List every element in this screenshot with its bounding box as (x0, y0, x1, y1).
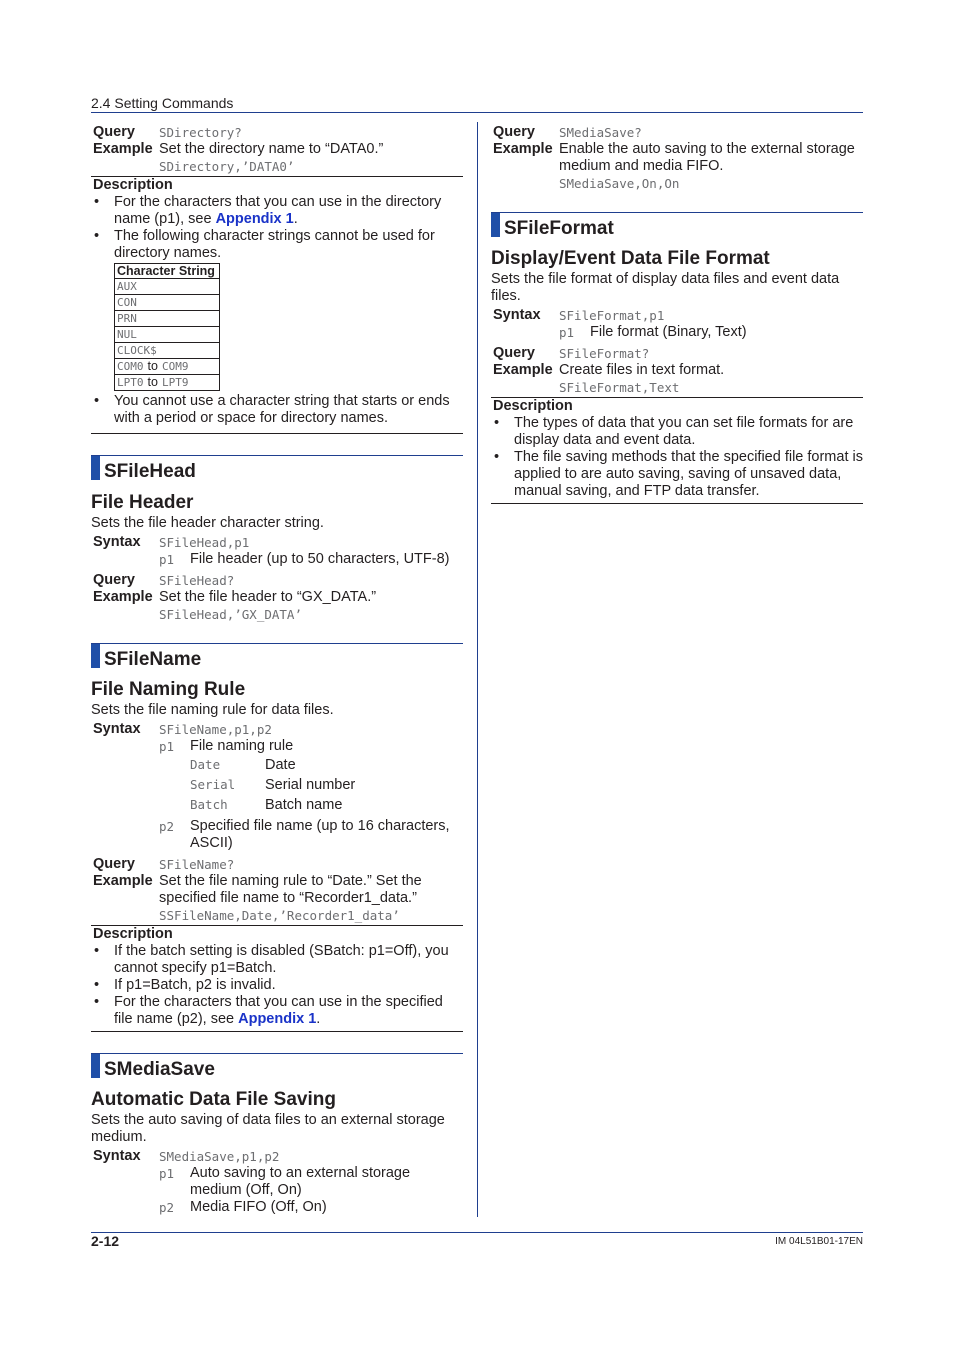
footer-rule (91, 1232, 863, 1233)
table-cell: COM9 (162, 360, 189, 373)
list-item: • You cannot use a character string that starts or ends with a period or space for directory names. (91, 393, 463, 427)
command-name: SFileName (104, 649, 202, 670)
query-label: Query (93, 856, 135, 872)
appendix-link[interactable]: Appendix 1 (215, 211, 294, 227)
option-text: Serial number (265, 777, 356, 793)
smediasave-tail (491, 124, 863, 192)
example-label: Example (93, 589, 153, 605)
syntax-label: Syntax (93, 534, 141, 550)
param-key: p2 (159, 819, 175, 834)
query-label: Query (93, 572, 135, 588)
table-cell: to (147, 375, 158, 389)
intro-text: Sets the file naming rule for data files. (91, 702, 334, 718)
sfileformat-section (491, 212, 863, 504)
table-header: Character String (115, 264, 220, 279)
example-text: Set the file naming rule to “Date.” Set the specified file name to “Recorder1_data.” (159, 873, 422, 906)
syntax-code: SFileFormat,p1 (559, 308, 665, 323)
list-item: • The file saving methods that the specified file format is applied to are auto saving, saving of unsaved data, manual saving, and FTP data transfer. (491, 449, 863, 500)
syntax-label: Syntax (93, 721, 141, 737)
section-marker (91, 456, 100, 480)
section-title: Display/Event Data File Format (491, 248, 770, 269)
option-code: Batch (190, 797, 228, 812)
syntax-label: Syntax (493, 307, 541, 323)
list-item: • The types of data that you can set file formats for are display data and event data. (491, 415, 863, 449)
example-text: Create files in text format. (559, 362, 725, 378)
table-cell: to (147, 359, 158, 373)
section-title: File Naming Rule (91, 679, 246, 700)
header-rule (91, 112, 863, 113)
param-key: p2 (159, 1200, 175, 1215)
command-name: SMediaSave (104, 1059, 215, 1080)
example-code: SMediaSave,On,On (559, 176, 680, 191)
param-key: p1 (159, 1166, 175, 1181)
command-name: SFileHead (104, 461, 196, 482)
query-label: Query (493, 124, 535, 140)
syntax-code: SMediaSave,p1,p2 (159, 1149, 280, 1164)
option-list (91, 755, 463, 815)
table-cell: LPT0 (117, 376, 144, 389)
divider (91, 1031, 463, 1032)
query-code: SFileHead? (159, 573, 235, 588)
example-text: Enable the auto saving to the external storage medium and media FIFO. (559, 141, 855, 174)
example-code: SDirectory,’DATA0’ (159, 159, 295, 174)
description-label: Description (93, 926, 173, 942)
divider (491, 503, 863, 504)
intro-text: Sets the auto saving of data files to an external storage medium. (91, 1112, 445, 1145)
table-cell: CLOCK$ (117, 344, 157, 357)
param-text: Auto saving to an external storage medium (Off, On) (190, 1165, 411, 1198)
param-key: p1 (159, 739, 175, 754)
table-cell: PRN (117, 312, 137, 325)
intro-text: Sets the file format of display data files and event data files. (491, 271, 840, 304)
column-divider (477, 122, 478, 1217)
example-label: Example (93, 873, 153, 889)
table-cell: LPT9 (162, 376, 189, 389)
param-key: p1 (559, 325, 575, 340)
param-text: Specified file name (up to 16 characters, ASCII) (190, 818, 450, 851)
description-list (491, 415, 863, 500)
left-column (91, 124, 463, 1216)
example-label: Example (493, 362, 553, 378)
sdirectory-tail (91, 124, 463, 434)
table-cell: AUX (117, 280, 137, 293)
param-key: p1 (159, 552, 175, 567)
page-number: 2-12 (91, 1233, 120, 1249)
desc-text: For the characters that you can use in the specified file name (p2), see (114, 994, 443, 1027)
command-name: SFileFormat (504, 218, 614, 239)
document-id: IM 04L51B01-17EN (775, 1236, 863, 1247)
desc-text: . (293, 211, 298, 227)
query-code: SMediaSave? (559, 125, 642, 140)
description-label: Description (493, 398, 573, 414)
list-item (91, 994, 463, 1028)
section-marker (491, 213, 500, 237)
example-label: Example (493, 141, 553, 157)
option-text: Batch name (265, 797, 343, 813)
sfilename-section (91, 643, 463, 1032)
table-cell: CON (117, 296, 137, 309)
list-item: • The following character strings cannot be used for directory names. (91, 228, 463, 262)
example-code: SFileFormat,Text (559, 380, 680, 395)
query-code: SFileName? (159, 857, 235, 872)
intro-text: Sets the file header character string. (91, 515, 324, 531)
param-text: File format (Binary, Text) (590, 324, 747, 340)
section-title: Automatic Data File Saving (91, 1089, 336, 1110)
description-label: Description (93, 177, 173, 193)
sfilehead-section (91, 455, 463, 623)
example-text: Set the directory name to “DATA0.” (159, 141, 384, 157)
syntax-code: SFileName,p1,p2 (159, 722, 272, 737)
section-title: File Header (91, 492, 194, 513)
param-text: File naming rule (190, 738, 294, 754)
example-text: Set the file header to “GX_DATA.” (159, 589, 377, 605)
param-text: Media FIFO (Off, On) (190, 1199, 327, 1215)
right-column (491, 124, 863, 504)
desc-text: For the characters that you can use in the directory name (p1), see (114, 194, 442, 227)
list-item: • If the batch setting is disabled (SBatch: p1=Off), you cannot specify p1=Batch. (91, 943, 463, 977)
list-item: • If p1=Batch, p2 is invalid. (91, 977, 463, 994)
description-list (91, 943, 463, 1028)
character-string-table (114, 263, 220, 391)
section-marker (91, 644, 100, 668)
description-list (91, 194, 463, 262)
query-label: Query (493, 345, 535, 361)
section-marker (91, 1054, 100, 1078)
syntax-code: SFileHead,p1 (159, 535, 250, 550)
desc-text: . (316, 1011, 321, 1027)
syntax-label: Syntax (93, 1148, 141, 1164)
running-header: 2.4 Setting Commands (91, 95, 234, 111)
table-cell: COM0 (117, 360, 144, 373)
table-cell: NUL (117, 328, 137, 341)
query-code: SFileFormat? (559, 346, 650, 361)
list-item (91, 194, 463, 228)
smediasave-section (91, 1053, 463, 1216)
example-label: Example (93, 141, 153, 157)
example-code: SSFileName,Date,’Recorder1_data’ (159, 908, 400, 923)
option-text: Date (265, 757, 296, 773)
option-code: Date (190, 757, 221, 772)
query-label: Query (93, 124, 135, 140)
param-text: File header (up to 50 characters, UTF-8) (190, 551, 450, 567)
appendix-link[interactable]: Appendix 1 (238, 1011, 317, 1027)
option-code: Serial (190, 777, 236, 792)
divider (91, 433, 463, 434)
query-code: SDirectory? (159, 125, 242, 140)
example-code: SFileHead,’GX_DATA’ (159, 607, 302, 622)
